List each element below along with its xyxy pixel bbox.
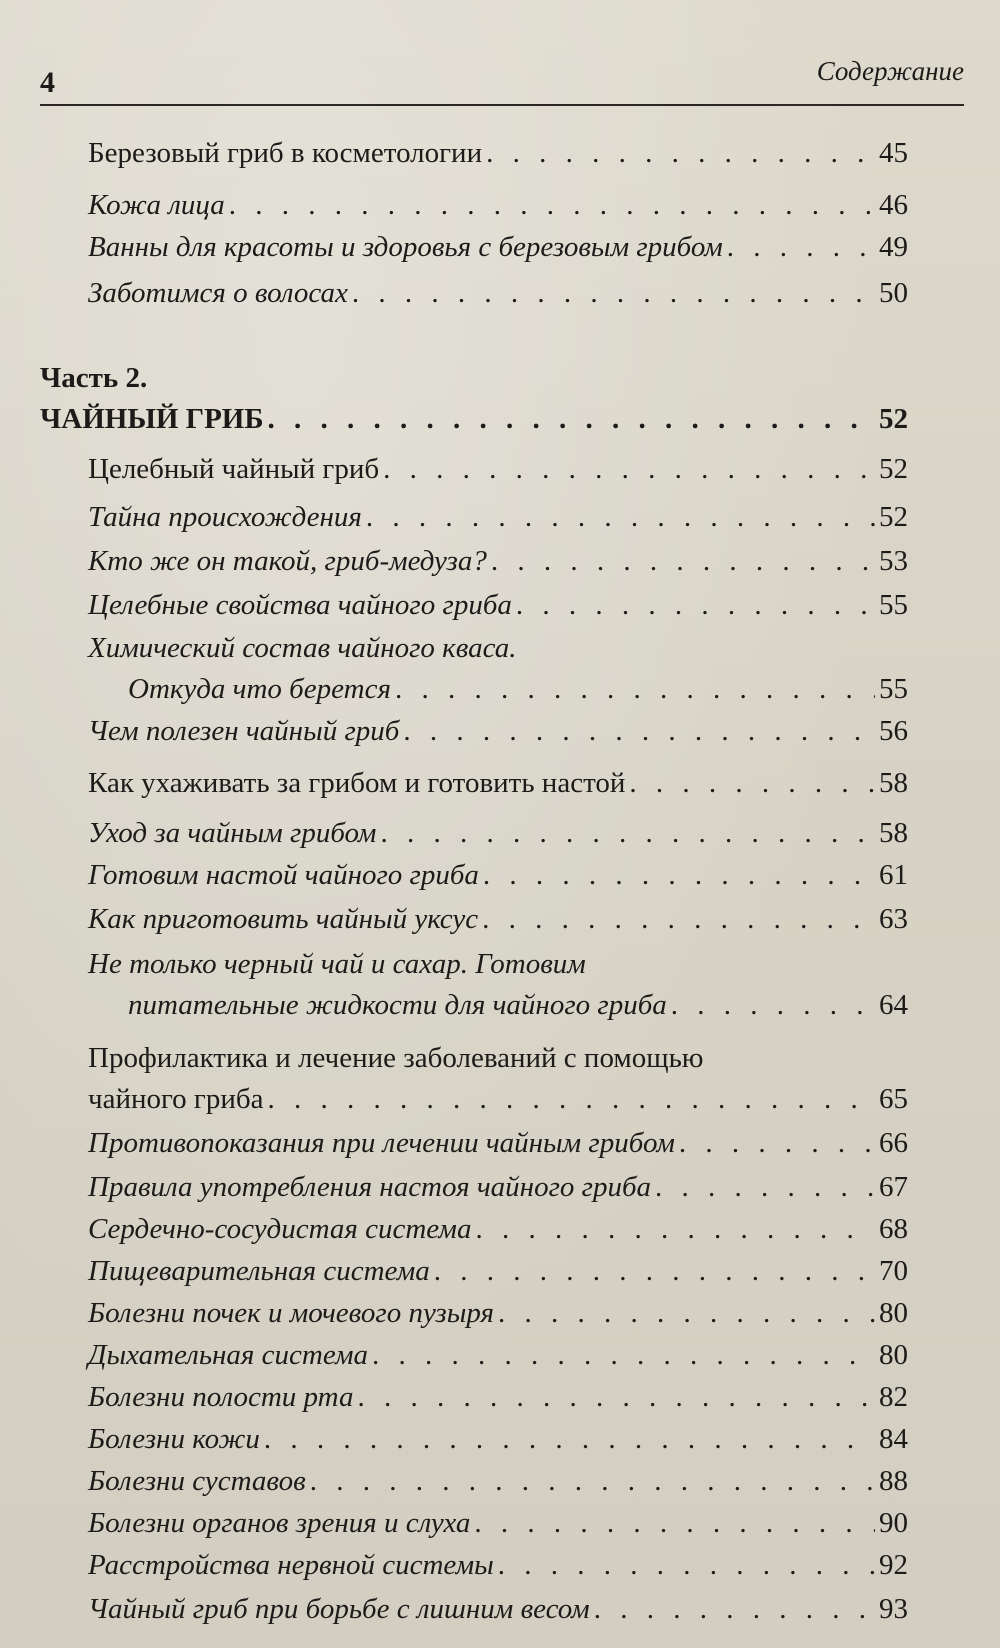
toc-entry	[88, 502, 908, 534]
toc-entry	[88, 860, 908, 892]
toc-entry	[88, 1424, 908, 1456]
toc-entry-title: Расстройства нервной системы	[88, 1549, 494, 1581]
toc-entry-title: Болезни кожи	[88, 1423, 260, 1455]
toc-entry-page: 55	[879, 589, 908, 621]
dot-leader	[475, 1214, 875, 1246]
dot-leader	[727, 232, 875, 264]
dot-leader	[383, 454, 875, 486]
toc-entry	[88, 1340, 908, 1372]
toc-entry-page: 50	[879, 277, 908, 309]
dot-leader	[679, 1128, 875, 1160]
toc-entry-page: 45	[879, 137, 908, 169]
toc-entry-title: Кто же он такой, гриб-медуза?	[88, 545, 487, 577]
toc-entry	[88, 590, 908, 622]
toc-entry-title: Болезни суставов	[88, 1465, 306, 1497]
toc-entry	[88, 1084, 908, 1116]
toc-entry-page: 49	[879, 231, 908, 263]
toc-entry-title: чайного гриба	[88, 1083, 264, 1115]
dot-leader	[310, 1466, 875, 1498]
toc-entry-page: 58	[879, 817, 908, 849]
running-head: Содержание	[816, 56, 964, 86]
toc-entry-page: 80	[879, 1339, 908, 1371]
toc-entry-title: Тайна происхождения	[88, 501, 362, 533]
dot-leader	[655, 1172, 875, 1204]
toc-entry	[88, 1550, 908, 1582]
toc-entry	[128, 990, 908, 1022]
toc-entry-page: 52	[879, 501, 908, 533]
toc-entry-title: Болезни почек и мочевого пузыря	[88, 1297, 494, 1329]
toc-entry-page: 52	[879, 403, 908, 435]
toc-entry-page: 88	[879, 1465, 908, 1497]
dot-leader	[594, 1594, 875, 1626]
toc-entry-page: 90	[879, 1507, 908, 1539]
page-header	[40, 56, 964, 106]
toc-entry-title-line: Химический состав чайного кваса.	[88, 632, 517, 664]
dot-leader	[268, 404, 875, 436]
toc-entry-title: питательные жидкости для чайного гриба	[128, 989, 667, 1021]
toc-entry	[128, 674, 908, 706]
toc-entry	[88, 1256, 908, 1288]
toc-entry-title: ЧАЙНЫЙ ГРИБ	[40, 403, 264, 435]
toc-entry-title: Как ухаживать за грибом и готовить настой	[88, 767, 626, 799]
toc-entry-page: 84	[879, 1423, 908, 1455]
toc-entry-title: Как приготовить чайный уксус	[88, 903, 479, 935]
toc-entry-page: 93	[879, 1593, 908, 1625]
dot-leader	[483, 860, 875, 892]
toc-entry	[88, 1594, 908, 1626]
page-number: 4	[40, 66, 55, 99]
toc-entry	[88, 278, 908, 310]
toc-entry-page: 70	[879, 1255, 908, 1287]
dot-leader	[474, 1508, 875, 1540]
toc-entry	[88, 904, 908, 936]
dot-leader	[372, 1340, 875, 1372]
toc-entry-page: 61	[879, 859, 908, 891]
toc-entry-page: 68	[879, 1213, 908, 1245]
dot-leader	[486, 138, 875, 170]
toc-entry-page: 66	[879, 1127, 908, 1159]
toc-entry	[88, 232, 908, 264]
toc-entry	[88, 1214, 908, 1246]
dot-leader	[629, 768, 875, 800]
toc-entry-title: Заботимся о волосах	[88, 277, 348, 309]
toc-entry-title-line: Не только черный чай и сахар. Готовим	[88, 948, 586, 980]
toc-entry-page: 55	[879, 673, 908, 705]
toc-entry	[88, 716, 908, 748]
dot-leader	[498, 1298, 875, 1330]
dot-leader	[498, 1550, 875, 1582]
toc-entry-title: Болезни органов зрения и слуха	[88, 1507, 471, 1539]
toc-entry-page: 52	[879, 453, 908, 485]
dot-leader	[516, 590, 875, 622]
toc-entry	[88, 138, 908, 170]
toc-entry-title: Чем полезен чайный гриб	[88, 715, 400, 747]
toc-entry-title: Откуда что берется	[128, 673, 391, 705]
toc-entry-title: Березовый гриб в косметологии	[88, 137, 483, 169]
toc-entry-title: Готовим настой чайного гриба	[88, 859, 479, 891]
toc-entry-page: 80	[879, 1297, 908, 1329]
toc-entry	[88, 768, 908, 800]
dot-leader	[671, 990, 875, 1022]
toc-entry-page: 67	[879, 1171, 908, 1203]
toc-entry-page: 64	[879, 989, 908, 1021]
part-label: Часть 2.	[40, 362, 148, 394]
dot-leader	[395, 674, 875, 706]
toc-entry	[88, 1382, 908, 1414]
toc-entry-page: 46	[879, 189, 908, 221]
toc-entry	[88, 1128, 908, 1160]
toc-entry-title: Целебные свойства чайного гриба	[88, 589, 512, 621]
toc-entry-title: Кожа лица	[88, 189, 225, 221]
toc-entry-title: Пищеварительная система	[88, 1255, 430, 1287]
dot-leader	[380, 818, 875, 850]
toc-entry-title: Чайный гриб при борьбе с лишним весом	[88, 1593, 590, 1625]
dot-leader	[352, 278, 875, 310]
dot-leader	[491, 546, 875, 578]
toc-entry-title: Ванны для красоты и здоровья с березовым грибом	[88, 231, 723, 263]
dot-leader	[264, 1424, 875, 1456]
toc-entry-page: 92	[879, 1549, 908, 1581]
dot-leader	[434, 1256, 875, 1288]
dot-leader	[267, 1084, 875, 1116]
toc-entry	[88, 546, 908, 578]
toc-entry-title: Болезни полости рта	[88, 1381, 354, 1413]
toc-entry-title: Уход за чайным грибом	[88, 817, 377, 849]
toc-entry-page: 56	[879, 715, 908, 747]
toc-entry-title: Правила употребления настоя чайного гриба	[88, 1171, 652, 1203]
toc-entry-page: 58	[879, 767, 908, 799]
toc-entry	[88, 1508, 908, 1540]
toc-entry-title: Целебный чайный гриб	[88, 453, 380, 485]
toc-entry	[88, 190, 908, 222]
toc-entry-page: 65	[879, 1083, 908, 1115]
toc-entry	[88, 818, 908, 850]
toc-entry-title: Дыхательная система	[88, 1339, 368, 1371]
toc-entry-page: 82	[879, 1381, 908, 1413]
toc-entry	[88, 454, 908, 486]
toc-entry-page: 53	[879, 545, 908, 577]
toc-part-heading	[40, 404, 908, 436]
dot-leader	[403, 716, 875, 748]
toc-entry-title: Сердечно-сосудистая система	[88, 1213, 472, 1245]
toc-entry	[88, 1298, 908, 1330]
dot-leader	[357, 1382, 875, 1414]
dot-leader	[482, 904, 875, 936]
toc-entry	[88, 1466, 908, 1498]
toc-entry-title-line: Профилактика и лечение заболеваний с помощью	[88, 1042, 704, 1074]
toc-entry	[88, 1172, 908, 1204]
toc-entry-page: 63	[879, 903, 908, 935]
dot-leader	[229, 190, 875, 222]
dot-leader	[366, 502, 875, 534]
toc-entry-title: Противопоказания при лечении чайным грибом	[88, 1127, 675, 1159]
